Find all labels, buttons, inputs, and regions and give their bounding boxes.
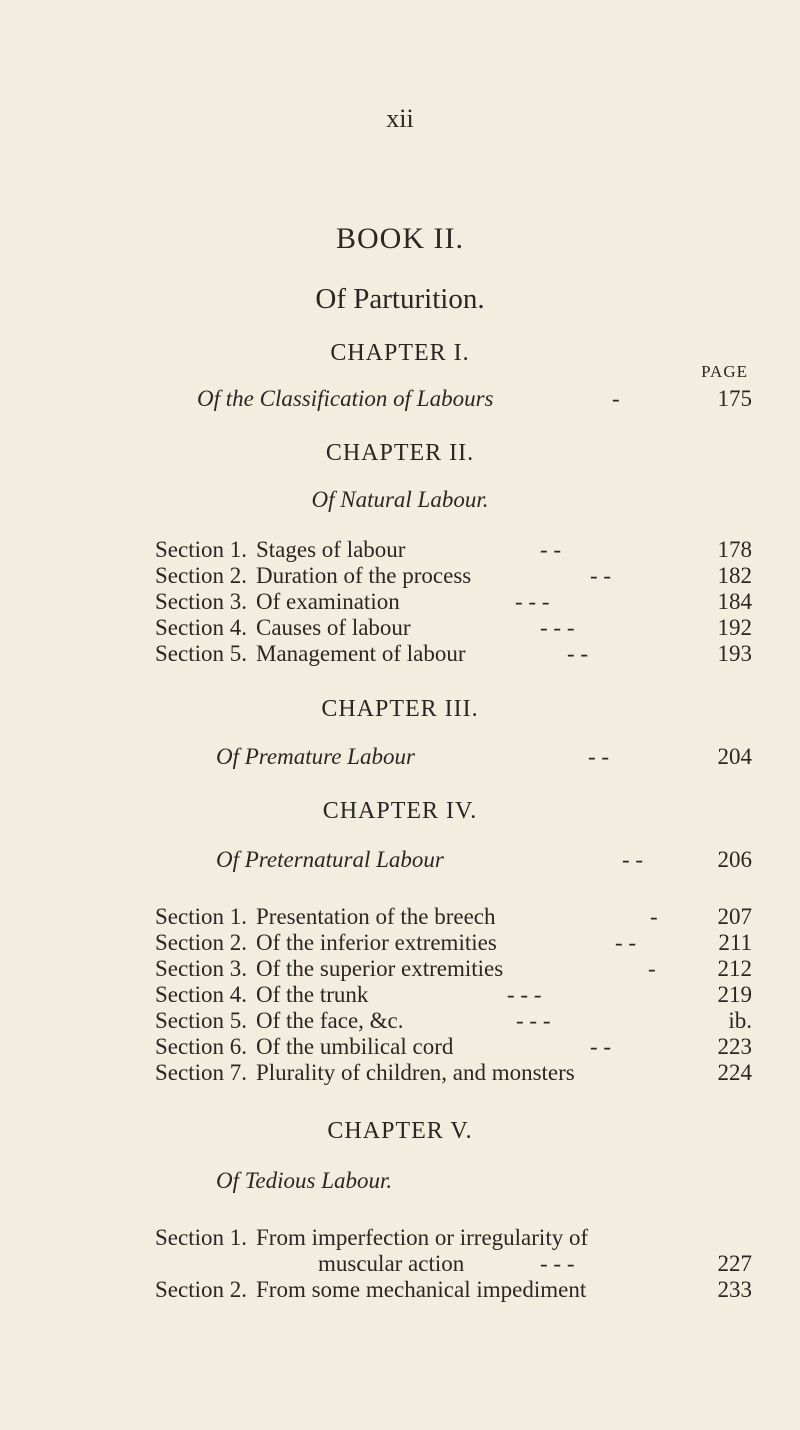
page-ref: 182 (717, 563, 752, 588)
section-text: Of the superior extremities (256, 956, 504, 981)
page-ref: 223 (717, 1034, 752, 1059)
chapter-title: Of Tedious Labour. (216, 1168, 393, 1193)
leader-dashes: - - - (540, 615, 575, 640)
section-text: Of the face, &c. (256, 1008, 404, 1033)
book-title: BOOK II. (336, 222, 464, 255)
section-text: Of examination (256, 589, 400, 614)
section-label: Section 1. (155, 537, 247, 562)
section-label: Section 5. (155, 641, 247, 666)
section-text: From imperfection or irregularity of (256, 1225, 589, 1250)
leader-dashes: - (612, 386, 620, 411)
leader-dashes: - - - (516, 1008, 551, 1033)
section-text-continued: muscular action (318, 1251, 465, 1276)
leader-dashes: - (648, 956, 656, 981)
leader-dashes: - - (590, 563, 612, 588)
page-ref: 192 (717, 615, 752, 640)
section-text: Plurality of children, and monsters (256, 1060, 575, 1085)
section-label: Section 3. (155, 956, 247, 981)
section-label: Section 3. (155, 589, 247, 614)
page-ref: ib. (728, 1008, 752, 1033)
leader-dashes: - - - (507, 982, 542, 1007)
section-label: Section 1. (155, 1225, 247, 1250)
section-label: Section 2. (155, 1277, 247, 1302)
chapter-heading: CHAPTER V. (327, 1118, 473, 1144)
page-number: xii (386, 104, 414, 133)
page-ref: 219 (717, 982, 752, 1007)
chapter-title: Of the Classification of Labours (197, 386, 494, 411)
book-subtitle: Of Parturition. (315, 283, 485, 315)
page-ref: 204 (717, 744, 752, 769)
section-label: Section 4. (155, 615, 247, 640)
section-text: Causes of labour (256, 615, 411, 640)
section-text: From some mechanical impediment (256, 1277, 587, 1302)
section-label: Section 4. (155, 982, 247, 1007)
chapter-title: Of Premature Labour (216, 744, 415, 769)
leader-dashes: - - - (540, 1251, 575, 1276)
leader-dashes: - - (615, 930, 637, 955)
chapter-heading: CHAPTER II. (325, 440, 475, 466)
page-ref: 178 (717, 537, 752, 562)
section-label: Section 2. (155, 563, 247, 588)
page-ref: 212 (717, 956, 752, 981)
chapter-heading: CHAPTER I. (330, 340, 470, 366)
chapter-heading: CHAPTER III. (321, 696, 479, 722)
page-ref: 224 (717, 1060, 752, 1085)
page-column-header: PAGE (701, 362, 748, 381)
page-ref: 227 (717, 1251, 752, 1276)
page-ref: 184 (717, 589, 752, 614)
chapter-heading: CHAPTER IV. (322, 798, 478, 824)
section-label: Section 1. (155, 904, 247, 929)
section-label: Section 7. (155, 1060, 247, 1085)
leader-dashes: - - - (515, 589, 550, 614)
leader-dashes: - - (622, 847, 644, 872)
section-text: Of the inferior extremities (256, 930, 497, 955)
leader-dashes: - - (588, 744, 610, 769)
leader-dashes: - - (567, 641, 589, 666)
section-label: Section 6. (155, 1034, 247, 1059)
chapter-title: Of Natural Labour. (311, 487, 489, 512)
section-text: Of the trunk (256, 982, 369, 1007)
section-label: Section 5. (155, 1008, 247, 1033)
page-ref: 175 (717, 386, 752, 411)
leader-dashes: - - (590, 1034, 612, 1059)
page-ref: 233 (717, 1277, 752, 1302)
leader-dashes: - - (540, 537, 562, 562)
section-text: Duration of the process (256, 563, 472, 588)
section-text: Presentation of the breech (256, 904, 496, 929)
page-ref: 206 (717, 847, 752, 872)
section-text: Management of labour (256, 641, 466, 666)
leader-dashes: - (650, 904, 658, 929)
page-ref: 211 (718, 930, 752, 955)
page-ref: 207 (717, 904, 752, 929)
page-ref: 193 (717, 641, 752, 666)
section-text: Stages of labour (256, 537, 406, 562)
section-label: Section 2. (155, 930, 247, 955)
section-text: Of the umbilical cord (256, 1034, 454, 1059)
chapter-title: Of Preternatural Labour (216, 847, 444, 872)
